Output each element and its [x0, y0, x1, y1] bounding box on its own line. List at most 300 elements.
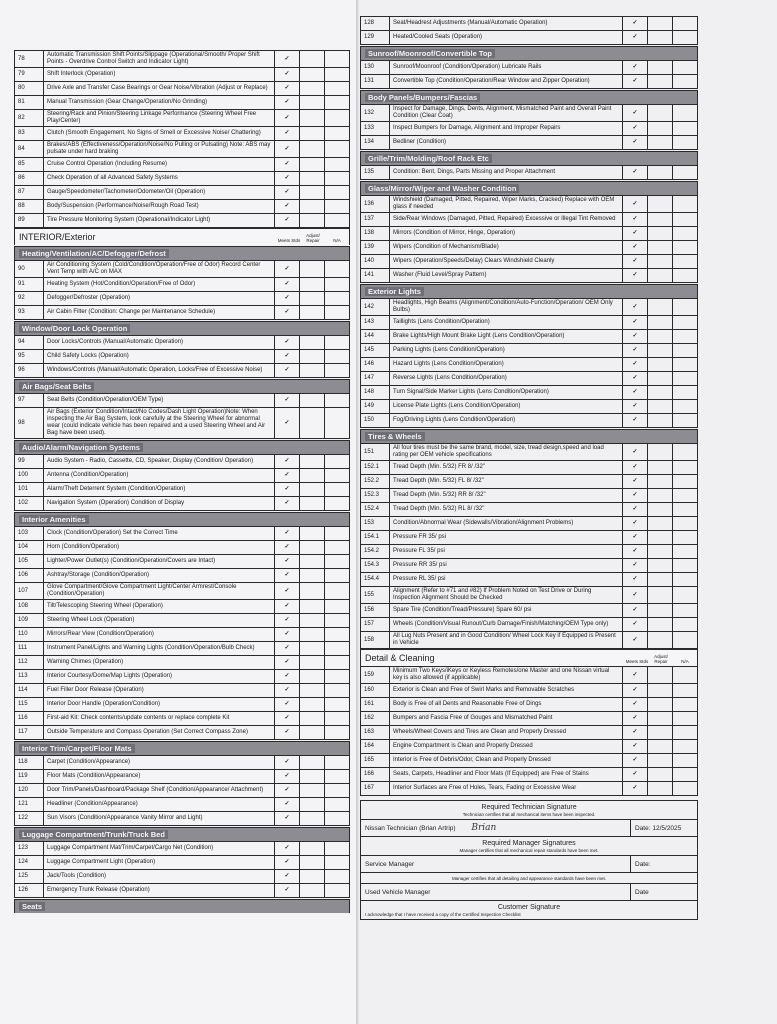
na-checkbox[interactable]	[673, 604, 698, 618]
adjust-repair-checkbox[interactable]	[648, 684, 673, 698]
meets-standards-checkbox[interactable]: ✓	[275, 698, 300, 712]
adjust-repair-checkbox[interactable]	[648, 475, 673, 489]
service-manager-field[interactable]: Service Manager	[365, 860, 415, 868]
na-checkbox[interactable]	[673, 632, 698, 649]
meets-standards-checkbox[interactable]: ✓	[623, 227, 648, 241]
adjust-repair-checkbox[interactable]	[300, 172, 325, 186]
na-checkbox[interactable]	[673, 517, 698, 531]
adjust-repair-checkbox[interactable]	[300, 455, 325, 469]
na-checkbox[interactable]	[325, 756, 350, 770]
adjust-repair-checkbox[interactable]	[300, 628, 325, 642]
na-checkbox[interactable]	[673, 489, 698, 503]
meets-standards-checkbox[interactable]: ✓	[275, 770, 300, 784]
adjust-repair-checkbox[interactable]	[300, 497, 325, 511]
na-checkbox[interactable]	[673, 782, 698, 796]
meets-standards-checkbox[interactable]: ✓	[275, 726, 300, 740]
na-checkbox[interactable]	[325, 469, 350, 483]
meets-standards-checkbox[interactable]: ✓	[275, 483, 300, 497]
adjust-repair-checkbox[interactable]	[648, 386, 673, 400]
na-checkbox[interactable]	[325, 600, 350, 614]
item-description: Hazard Lights (Lens Condition/Operation)	[390, 358, 623, 372]
na-checkbox[interactable]	[325, 408, 350, 439]
adjust-repair-checkbox[interactable]	[300, 350, 325, 364]
na-checkbox[interactable]	[673, 17, 698, 31]
meets-standards-checkbox[interactable]: ✓	[275, 110, 300, 127]
adjust-repair-checkbox[interactable]	[648, 299, 673, 316]
adjust-repair-checkbox[interactable]	[648, 712, 673, 726]
na-checkbox[interactable]	[673, 768, 698, 782]
meets-standards-checkbox[interactable]: ✓	[275, 541, 300, 555]
na-checkbox[interactable]	[673, 698, 698, 712]
meets-standards-checkbox[interactable]: ✓	[623, 299, 648, 316]
na-checkbox[interactable]	[673, 31, 698, 45]
meets-standards-checkbox[interactable]: ✓	[623, 712, 648, 726]
adjust-repair-checkbox[interactable]	[648, 632, 673, 649]
na-checkbox[interactable]	[673, 503, 698, 517]
na-checkbox[interactable]	[673, 227, 698, 241]
na-checkbox[interactable]	[325, 726, 350, 740]
meets-standards-checkbox[interactable]: ✓	[275, 127, 300, 141]
adjust-repair-checkbox[interactable]	[648, 31, 673, 45]
meets-standards-checkbox[interactable]: ✓	[623, 196, 648, 213]
meets-standards-checkbox[interactable]: ✓	[623, 517, 648, 531]
adjust-repair-checkbox[interactable]	[648, 196, 673, 213]
meets-standards-checkbox[interactable]: ✓	[275, 364, 300, 378]
na-checkbox[interactable]	[325, 82, 350, 96]
na-checkbox[interactable]	[325, 856, 350, 870]
adjust-repair-checkbox[interactable]	[300, 127, 325, 141]
meets-standards-checkbox[interactable]: ✓	[275, 200, 300, 214]
meets-standards-checkbox[interactable]: ✓	[623, 17, 648, 31]
meets-standards-checkbox[interactable]: ✓	[275, 712, 300, 726]
adjust-repair-checkbox[interactable]	[648, 358, 673, 372]
adjust-repair-checkbox[interactable]	[648, 316, 673, 330]
checklist-row	[15, 336, 350, 350]
na-checkbox[interactable]	[673, 316, 698, 330]
na-checkbox[interactable]	[673, 61, 698, 75]
na-checkbox[interactable]	[673, 414, 698, 428]
meets-standards-checkbox[interactable]: ✓	[275, 51, 300, 68]
na-checkbox[interactable]	[325, 784, 350, 798]
meets-standards-checkbox[interactable]: ✓	[623, 269, 648, 283]
na-checkbox[interactable]	[325, 541, 350, 555]
adjust-repair-checkbox[interactable]	[648, 213, 673, 227]
adjust-repair-checkbox[interactable]	[300, 186, 325, 200]
na-checkbox[interactable]	[673, 531, 698, 545]
adjust-repair-checkbox[interactable]	[648, 768, 673, 782]
meets-standards-checkbox[interactable]: ✓	[623, 587, 648, 604]
na-checkbox[interactable]	[673, 740, 698, 754]
adjust-repair-checkbox[interactable]	[648, 414, 673, 428]
adjust-repair-checkbox[interactable]	[648, 255, 673, 269]
meets-standards-checkbox[interactable]: ✓	[623, 684, 648, 698]
adjust-repair-checkbox[interactable]	[648, 241, 673, 255]
na-checkbox[interactable]	[325, 141, 350, 158]
meets-standards-checkbox[interactable]: ✓	[275, 96, 300, 110]
meets-standards-checkbox[interactable]: ✓	[275, 656, 300, 670]
na-checkbox[interactable]	[325, 527, 350, 541]
tech-signature-field[interactable]	[361, 823, 630, 833]
meets-standards-checkbox[interactable]: ✓	[623, 503, 648, 517]
adjust-repair-checkbox[interactable]	[300, 856, 325, 870]
checklist-row	[15, 350, 350, 364]
adjust-repair-checkbox[interactable]	[648, 136, 673, 150]
na-checkbox[interactable]	[673, 726, 698, 740]
meets-standards-checkbox[interactable]: ✓	[623, 754, 648, 768]
na-checkbox[interactable]	[673, 299, 698, 316]
adjust-repair-checkbox[interactable]	[300, 96, 325, 110]
meets-standards-checkbox[interactable]: ✓	[623, 255, 648, 269]
na-checkbox[interactable]	[325, 200, 350, 214]
adjust-repair-checkbox[interactable]	[300, 110, 325, 127]
na-checkbox[interactable]	[325, 712, 350, 726]
na-checkbox[interactable]	[673, 196, 698, 213]
meets-standards-checkbox[interactable]: ✓	[623, 740, 648, 754]
meets-standards-checkbox[interactable]: ✓	[275, 884, 300, 898]
adjust-repair-checkbox[interactable]	[648, 531, 673, 545]
na-checkbox[interactable]	[325, 394, 350, 408]
checklist-row	[15, 614, 350, 628]
meets-standards-checkbox[interactable]: ✓	[275, 68, 300, 82]
adjust-repair-checkbox[interactable]	[300, 336, 325, 350]
na-checkbox[interactable]	[325, 68, 350, 82]
meets-standards-checkbox[interactable]: ✓	[275, 527, 300, 541]
na-checkbox[interactable]	[325, 292, 350, 306]
meets-standards-checkbox[interactable]: ✓	[623, 698, 648, 712]
meets-standards-checkbox[interactable]: ✓	[275, 141, 300, 158]
na-checkbox[interactable]	[325, 261, 350, 278]
adjust-repair-checkbox[interactable]	[648, 330, 673, 344]
adjust-repair-checkbox[interactable]	[300, 306, 325, 320]
adjust-repair-checkbox[interactable]	[300, 770, 325, 784]
meets-standards-checkbox[interactable]: ✓	[623, 475, 648, 489]
adjust-repair-checkbox[interactable]	[300, 200, 325, 214]
adjust-repair-checkbox[interactable]	[648, 61, 673, 75]
adjust-repair-checkbox[interactable]	[648, 782, 673, 796]
na-checkbox[interactable]	[673, 358, 698, 372]
na-checkbox[interactable]	[325, 812, 350, 826]
na-checkbox[interactable]	[325, 350, 350, 364]
na-checkbox[interactable]	[325, 670, 350, 684]
adjust-repair-checkbox[interactable]	[648, 105, 673, 122]
na-checkbox[interactable]	[325, 642, 350, 656]
meets-standards-checkbox[interactable]: ✓	[623, 559, 648, 573]
na-checkbox[interactable]	[673, 241, 698, 255]
na-checkbox[interactable]	[325, 278, 350, 292]
na-checkbox[interactable]	[325, 455, 350, 469]
meets-standards-checkbox[interactable]: ✓	[275, 306, 300, 320]
meets-standards-checkbox[interactable]: ✓	[275, 278, 300, 292]
meets-standards-checkbox[interactable]: ✓	[275, 336, 300, 350]
item-number: 114	[15, 684, 44, 698]
na-checkbox[interactable]	[325, 158, 350, 172]
meets-standards-checkbox[interactable]: ✓	[275, 350, 300, 364]
meets-standards-checkbox[interactable]: ✓	[275, 600, 300, 614]
adjust-repair-checkbox[interactable]	[300, 141, 325, 158]
na-checkbox[interactable]	[673, 444, 698, 461]
adjust-repair-checkbox[interactable]	[300, 541, 325, 555]
adjust-repair-checkbox[interactable]	[648, 559, 673, 573]
meets-standards-checkbox[interactable]: ✓	[275, 784, 300, 798]
adjust-repair-checkbox[interactable]	[300, 600, 325, 614]
meets-standards-checkbox[interactable]: ✓	[275, 684, 300, 698]
service-date-field[interactable]: Date:	[630, 856, 697, 872]
adjust-repair-checkbox[interactable]	[300, 698, 325, 712]
adjust-repair-checkbox[interactable]	[648, 604, 673, 618]
na-checkbox[interactable]	[673, 400, 698, 414]
adjust-repair-checkbox[interactable]	[300, 684, 325, 698]
adjust-repair-checkbox[interactable]	[300, 784, 325, 798]
meets-standards-checkbox[interactable]: ✓	[275, 261, 300, 278]
meets-standards-checkbox[interactable]: ✓	[275, 628, 300, 642]
na-checkbox[interactable]	[325, 569, 350, 583]
adjust-repair-checkbox[interactable]	[648, 726, 673, 740]
adjust-repair-checkbox[interactable]	[300, 364, 325, 378]
na-checkbox[interactable]	[673, 213, 698, 227]
meets-standards-checkbox[interactable]: ✓	[623, 604, 648, 618]
na-checkbox[interactable]	[325, 364, 350, 378]
meets-standards-checkbox[interactable]: ✓	[623, 316, 648, 330]
adjust-repair-checkbox[interactable]	[648, 517, 673, 531]
adjust-repair-checkbox[interactable]	[300, 394, 325, 408]
meets-standards-checkbox[interactable]: ✓	[275, 670, 300, 684]
adjust-repair-checkbox[interactable]	[648, 573, 673, 587]
meets-standards-checkbox[interactable]: ✓	[275, 408, 300, 439]
na-checkbox[interactable]	[673, 618, 698, 632]
na-checkbox[interactable]	[673, 386, 698, 400]
meets-standards-checkbox[interactable]: ✓	[623, 531, 648, 545]
na-checkbox[interactable]	[325, 656, 350, 670]
meets-standards-checkbox[interactable]: ✓	[275, 756, 300, 770]
na-checkbox[interactable]	[325, 770, 350, 784]
adjust-repair-checkbox[interactable]	[648, 545, 673, 559]
na-checkbox[interactable]	[673, 559, 698, 573]
adjust-repair-checkbox[interactable]	[648, 75, 673, 89]
na-checkbox[interactable]	[325, 628, 350, 642]
na-checkbox[interactable]	[325, 884, 350, 898]
section-header	[14, 246, 350, 260]
adjust-repair-checkbox[interactable]	[648, 461, 673, 475]
adjust-repair-checkbox[interactable]	[300, 214, 325, 228]
meets-standards-checkbox[interactable]: ✓	[275, 812, 300, 826]
meets-standards-checkbox[interactable]: ✓	[275, 497, 300, 511]
meets-standards-checkbox[interactable]: ✓	[275, 214, 300, 228]
adjust-repair-checkbox[interactable]	[300, 261, 325, 278]
checklist-row	[15, 110, 350, 127]
adjust-repair-checkbox[interactable]	[300, 712, 325, 726]
meets-standards-checkbox[interactable]: ✓	[623, 372, 648, 386]
meets-standards-checkbox[interactable]: ✓	[275, 555, 300, 569]
adjust-repair-checkbox[interactable]	[648, 754, 673, 768]
na-checkbox[interactable]	[325, 497, 350, 511]
na-checkbox[interactable]	[673, 545, 698, 559]
meets-standards-checkbox[interactable]: ✓	[275, 614, 300, 628]
item-description: Brakes/ABS (Effectiveness/Operation/Noise/No Pulling or Pulsating) Note: ABS may pulsate under hard braking	[44, 141, 275, 158]
na-checkbox[interactable]	[673, 105, 698, 122]
meets-standards-checkbox[interactable]: ✓	[623, 400, 648, 414]
adjust-repair-checkbox[interactable]	[300, 884, 325, 898]
used-date-field[interactable]: Date	[630, 884, 697, 900]
meets-standards-checkbox[interactable]: ✓	[275, 172, 300, 186]
meets-standards-checkbox[interactable]: ✓	[623, 105, 648, 122]
na-checkbox[interactable]	[325, 698, 350, 712]
meets-standards-checkbox[interactable]: ✓	[275, 292, 300, 306]
meets-standards-checkbox[interactable]: ✓	[275, 469, 300, 483]
na-checkbox[interactable]	[673, 461, 698, 475]
na-checkbox[interactable]	[673, 166, 698, 180]
na-checkbox[interactable]	[673, 573, 698, 587]
na-checkbox[interactable]	[673, 269, 698, 283]
meets-standards-checkbox[interactable]: ✓	[275, 583, 300, 600]
meets-standards-checkbox[interactable]: ✓	[275, 186, 300, 200]
adjust-repair-checkbox[interactable]	[300, 614, 325, 628]
adjust-repair-checkbox[interactable]	[648, 698, 673, 712]
adjust-repair-checkbox[interactable]	[648, 17, 673, 31]
meets-standards-checkbox[interactable]: ✓	[623, 358, 648, 372]
na-checkbox[interactable]	[673, 372, 698, 386]
na-checkbox[interactable]	[325, 842, 350, 856]
meets-standards-checkbox[interactable]: ✓	[275, 642, 300, 656]
adjust-repair-checkbox[interactable]	[300, 812, 325, 826]
meets-standards-checkbox[interactable]: ✓	[275, 842, 300, 856]
adjust-repair-checkbox[interactable]	[648, 269, 673, 283]
adjust-repair-checkbox[interactable]	[300, 842, 325, 856]
adjust-repair-checkbox[interactable]	[300, 670, 325, 684]
na-checkbox[interactable]	[673, 587, 698, 604]
adjust-repair-checkbox[interactable]	[648, 344, 673, 358]
na-checkbox[interactable]	[325, 555, 350, 569]
meets-standards-checkbox[interactable]: ✓	[623, 573, 648, 587]
meets-standards-checkbox[interactable]: ✓	[623, 75, 648, 89]
meets-standards-checkbox[interactable]: ✓	[623, 61, 648, 75]
adjust-repair-checkbox[interactable]	[648, 400, 673, 414]
na-checkbox[interactable]	[325, 96, 350, 110]
adjust-repair-checkbox[interactable]	[300, 583, 325, 600]
meets-standards-checkbox[interactable]: ✓	[623, 545, 648, 559]
adjust-repair-checkbox[interactable]	[300, 51, 325, 68]
na-checkbox[interactable]	[325, 51, 350, 68]
na-checkbox[interactable]	[325, 583, 350, 600]
adjust-repair-checkbox[interactable]	[648, 166, 673, 180]
adjust-repair-checkbox[interactable]	[300, 756, 325, 770]
used-vehicle-manager-field[interactable]: Used Vehicle Manager	[365, 888, 431, 896]
adjust-repair-checkbox[interactable]	[300, 469, 325, 483]
meets-standards-checkbox[interactable]: ✓	[275, 82, 300, 96]
meets-standards-checkbox[interactable]: ✓	[275, 569, 300, 583]
na-checkbox[interactable]	[325, 186, 350, 200]
adjust-repair-checkbox[interactable]	[300, 798, 325, 812]
na-checkbox[interactable]	[325, 110, 350, 127]
adjust-repair-checkbox[interactable]	[300, 82, 325, 96]
na-checkbox[interactable]	[325, 483, 350, 497]
na-checkbox[interactable]	[673, 136, 698, 150]
na-checkbox[interactable]	[673, 122, 698, 136]
meets-standards-checkbox[interactable]: ✓	[623, 122, 648, 136]
na-checkbox[interactable]	[325, 306, 350, 320]
meets-standards-checkbox[interactable]: ✓	[623, 461, 648, 475]
meets-standards-checkbox[interactable]: ✓	[623, 136, 648, 150]
meets-standards-checkbox[interactable]: ✓	[623, 782, 648, 796]
tech-date-field[interactable]	[630, 820, 697, 836]
na-checkbox[interactable]	[673, 754, 698, 768]
meets-standards-checkbox[interactable]: ✓	[275, 394, 300, 408]
adjust-repair-checkbox[interactable]	[300, 292, 325, 306]
adjust-repair-checkbox[interactable]	[300, 642, 325, 656]
meets-standards-checkbox[interactable]: ✓	[275, 870, 300, 884]
na-checkbox[interactable]	[673, 344, 698, 358]
meets-standards-checkbox[interactable]: ✓	[623, 241, 648, 255]
meets-standards-checkbox[interactable]: ✓	[623, 618, 648, 632]
meets-standards-checkbox[interactable]: ✓	[623, 213, 648, 227]
meets-standards-checkbox[interactable]: ✓	[275, 798, 300, 812]
adjust-repair-checkbox[interactable]	[648, 503, 673, 517]
na-checkbox[interactable]	[673, 667, 698, 684]
adjust-repair-checkbox[interactable]	[648, 227, 673, 241]
meets-standards-checkbox[interactable]: ✓	[623, 768, 648, 782]
meets-standards-checkbox[interactable]: ✓	[275, 455, 300, 469]
adjust-repair-checkbox[interactable]	[648, 587, 673, 604]
na-checkbox[interactable]	[325, 127, 350, 141]
adjust-repair-checkbox[interactable]	[300, 870, 325, 884]
na-checkbox[interactable]	[673, 475, 698, 489]
na-checkbox[interactable]	[325, 798, 350, 812]
na-checkbox[interactable]	[673, 684, 698, 698]
adjust-repair-checkbox[interactable]	[300, 527, 325, 541]
meets-standards-checkbox[interactable]: ✓	[623, 414, 648, 428]
na-checkbox[interactable]	[325, 614, 350, 628]
adjust-repair-checkbox[interactable]	[300, 555, 325, 569]
meets-standards-checkbox[interactable]: ✓	[275, 158, 300, 172]
na-checkbox[interactable]	[673, 712, 698, 726]
adjust-repair-checkbox[interactable]	[648, 372, 673, 386]
na-checkbox[interactable]	[325, 214, 350, 228]
adjust-repair-checkbox[interactable]	[300, 483, 325, 497]
na-checkbox[interactable]	[325, 172, 350, 186]
adjust-repair-checkbox[interactable]	[648, 618, 673, 632]
meets-standards-checkbox[interactable]: ✓	[623, 31, 648, 45]
na-checkbox[interactable]	[673, 330, 698, 344]
adjust-repair-checkbox[interactable]	[300, 569, 325, 583]
meets-standards-checkbox[interactable]: ✓	[623, 489, 648, 503]
na-checkbox[interactable]	[325, 870, 350, 884]
meets-standards-checkbox[interactable]: ✓	[623, 444, 648, 461]
meets-standards-checkbox[interactable]: ✓	[623, 330, 648, 344]
adjust-repair-checkbox[interactable]	[648, 740, 673, 754]
adjust-repair-checkbox[interactable]	[300, 408, 325, 439]
adjust-repair-checkbox[interactable]	[300, 726, 325, 740]
meets-standards-checkbox[interactable]: ✓	[275, 856, 300, 870]
na-checkbox[interactable]	[673, 75, 698, 89]
adjust-repair-checkbox[interactable]	[648, 667, 673, 684]
na-checkbox[interactable]	[325, 336, 350, 350]
adjust-repair-checkbox[interactable]	[648, 444, 673, 461]
meets-standards-checkbox[interactable]: ✓	[623, 166, 648, 180]
meets-standards-checkbox[interactable]: ✓	[623, 344, 648, 358]
checklist-row	[15, 726, 350, 740]
adjust-repair-checkbox[interactable]	[648, 489, 673, 503]
na-checkbox[interactable]	[325, 684, 350, 698]
meets-standards-checkbox[interactable]: ✓	[623, 632, 648, 649]
meets-standards-checkbox[interactable]: ✓	[623, 386, 648, 400]
adjust-repair-checkbox[interactable]	[300, 158, 325, 172]
adjust-repair-checkbox[interactable]	[300, 656, 325, 670]
adjust-repair-checkbox[interactable]	[648, 122, 673, 136]
adjust-repair-checkbox[interactable]	[300, 68, 325, 82]
meets-standards-checkbox[interactable]: ✓	[623, 726, 648, 740]
na-checkbox[interactable]	[673, 255, 698, 269]
adjust-repair-checkbox[interactable]	[300, 278, 325, 292]
meets-standards-checkbox[interactable]: ✓	[623, 667, 648, 684]
